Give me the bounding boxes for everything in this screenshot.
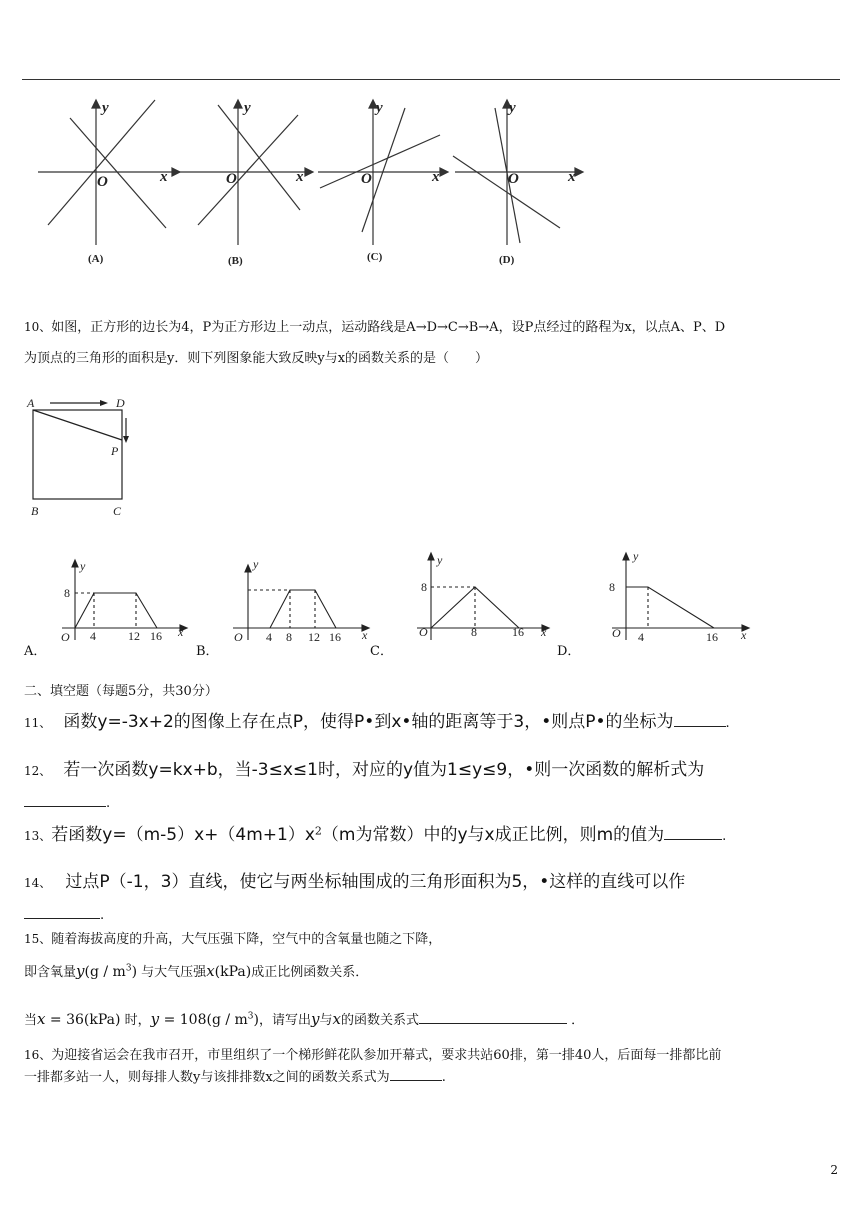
axis-y-label: y (244, 100, 251, 116)
origin-label: O (97, 174, 108, 190)
q15-text: 与大气压强 (141, 965, 207, 980)
axis-x-label: x (432, 169, 440, 185)
var-x: x (332, 1010, 341, 1028)
q13-text-b: （m为常数）中的y与x成正比例，则m的值为 (321, 825, 665, 845)
axis-x-label: x (178, 625, 184, 639)
origin-label: O (234, 630, 243, 644)
tick-label: 16 (706, 630, 718, 644)
axis-y-label: y (437, 553, 443, 567)
q15-text: 的函数关系式 (340, 1013, 419, 1028)
option-d-label: D． (557, 644, 581, 659)
question-number: 11、 (24, 716, 52, 730)
var-x: x (206, 962, 215, 980)
origin-label: O (612, 626, 621, 640)
q14 (24, 870, 685, 896)
var-y: y (150, 1010, 160, 1028)
q15-text: 即含氧量 (24, 965, 77, 980)
exponent: 3 (247, 1011, 254, 1022)
q14-answer-line (24, 906, 104, 926)
q16-answer-blank[interactable] (390, 1080, 442, 1081)
tick-label: 4 (638, 630, 644, 644)
q14-end: . (100, 908, 105, 923)
option-a-label: A． (24, 644, 47, 659)
tick-label: 4 (266, 630, 272, 644)
equation: = 108(g / m (159, 1012, 248, 1028)
question-number: 13、 (24, 829, 52, 843)
option-b-label: B． (196, 644, 219, 659)
q16-line2 (24, 1068, 446, 1088)
question-number: 14、 (24, 876, 52, 890)
q12-text: 若一次函数y=kx+b，当-3≤x≤1时，对应的y值为1≤y≤9，•则一次函数的解析式为 (63, 760, 705, 780)
axis-y-label: y (253, 557, 259, 571)
q11 (24, 710, 730, 736)
q15-end: ． (571, 1013, 585, 1028)
q10-text-2: 为顶点的三角形的面积是y．则下列图象能大致反映y与x的函数关系的是（ ） (24, 351, 489, 366)
q13-text-a: 若函数y=（m-5）x+（4m+1）x (51, 825, 315, 845)
graph-label: (D) (499, 254, 515, 266)
peak-label: 8 (421, 580, 427, 594)
section-title: 二、填空题（每题5分，共30分） (24, 684, 218, 699)
q16-end: . (441, 1070, 446, 1085)
q13-exponent: 2 (314, 824, 322, 838)
graph-label: (A) (88, 253, 104, 265)
equation: ) (253, 1012, 259, 1028)
q16-text-1: 为迎接省运会在我市召开，市里组织了一个梯形鲜花队参加开幕式，要求共站60排，第一排40人，后面每一排都比前 (51, 1048, 722, 1063)
tick-label: 16 (329, 630, 341, 644)
q11-end: . (725, 716, 730, 731)
q15-answer-blank[interactable] (419, 1023, 567, 1024)
q11-text: 函数y=-3x+2的图像上存在点P，使得P•到x•轴的距离等于3，•则点P•的坐标为 (63, 712, 674, 732)
axis-y-label: y (509, 100, 516, 116)
q15-line1 (24, 930, 441, 950)
page-number: 2 (830, 1163, 838, 1177)
equation: = 36(kPa) (45, 1012, 121, 1028)
option-c-label: C． (370, 644, 393, 659)
q14-text: 过点P（-1，3）直线，使它与两坐标轴围成的三角形面积为5，•这样的直线可以作 (65, 872, 686, 892)
var-y: y (311, 1010, 320, 1028)
q15-text-1: 随着海拔高度的升高，大气压强下降，空气中的含氧量也随之下降， (51, 932, 442, 947)
axis-x-label: x (568, 169, 576, 185)
square-label-d: D (116, 396, 125, 410)
exponent: 3 (125, 963, 132, 974)
origin-label: O (226, 171, 237, 187)
graph-label: (B) (228, 255, 243, 267)
q13 (24, 823, 726, 849)
unit: (kPa) (214, 964, 252, 980)
axis-y-label: y (633, 549, 639, 563)
q15-text: 成正比例函数关系． (251, 965, 369, 980)
q15-line2 (24, 960, 368, 983)
axis-x-label: x (741, 628, 747, 642)
tick-label: 4 (90, 629, 96, 643)
q16-line1 (24, 1046, 721, 1066)
q11-answer-blank[interactable] (674, 726, 726, 727)
q15-text: ，请写出 (259, 1013, 312, 1028)
point-label-p: P (111, 444, 119, 458)
q12 (24, 758, 704, 784)
tick-label: 16 (512, 625, 524, 639)
tick-label: 16 (150, 629, 162, 643)
question-number: 12、 (24, 764, 52, 778)
question-number: 16、 (24, 1048, 52, 1062)
origin-label: O (419, 625, 428, 639)
axis-y-label: y (80, 559, 86, 573)
peak-label: 8 (609, 580, 615, 594)
axis-y-label: y (102, 100, 109, 116)
q15-text: 与 (319, 1013, 333, 1028)
tick-label: 12 (128, 629, 140, 643)
option-b-graph (233, 565, 369, 640)
unit: (g / m (84, 964, 126, 980)
axis-x-label: x (160, 169, 168, 185)
q13-end: . (722, 829, 727, 844)
q13-answer-blank[interactable] (664, 839, 722, 840)
axis-x-label: x (296, 169, 304, 185)
var-y: y (76, 962, 85, 980)
q15-text: 时， (124, 1013, 151, 1028)
q16-text-2: 一排都多站一人，则每排人数y与该排排数x之间的函数关系式为 (24, 1070, 390, 1085)
axis-x-label: x (362, 628, 368, 642)
origin-label: O (508, 171, 519, 187)
origin-label: O (361, 171, 372, 187)
q10-text-1: 如图，正方形的边长为4，P为正方形边上一动点，运动路线是A→D→C→B→A，设P点经过的路程为x，以点A、P、D (51, 320, 726, 335)
axis-y-label: y (376, 100, 383, 116)
q15-line3 (24, 1008, 584, 1031)
tick-label: 12 (308, 630, 320, 644)
question-number: 15、 (24, 932, 52, 946)
origin-label: O (61, 630, 70, 644)
graph-label: (C) (367, 251, 383, 263)
tick-label: 8 (471, 625, 477, 639)
q12-answer-line (24, 794, 110, 814)
question-number: 10、 (24, 320, 52, 334)
q12-end: . (106, 796, 111, 811)
option-d-graph (612, 553, 749, 640)
q12-answer-blank[interactable] (24, 806, 106, 807)
tick-label: 8 (286, 630, 292, 644)
unit: ) (131, 964, 138, 980)
var-x: x (37, 1010, 46, 1028)
peak-label: 8 (64, 586, 70, 600)
q14-answer-blank[interactable] (24, 918, 100, 919)
square-label-a: A (27, 396, 35, 410)
axis-x-label: x (541, 625, 547, 639)
square-label-b: B (31, 504, 39, 518)
q15-text: 当 (24, 1013, 38, 1028)
square-label-c: C (113, 504, 122, 518)
